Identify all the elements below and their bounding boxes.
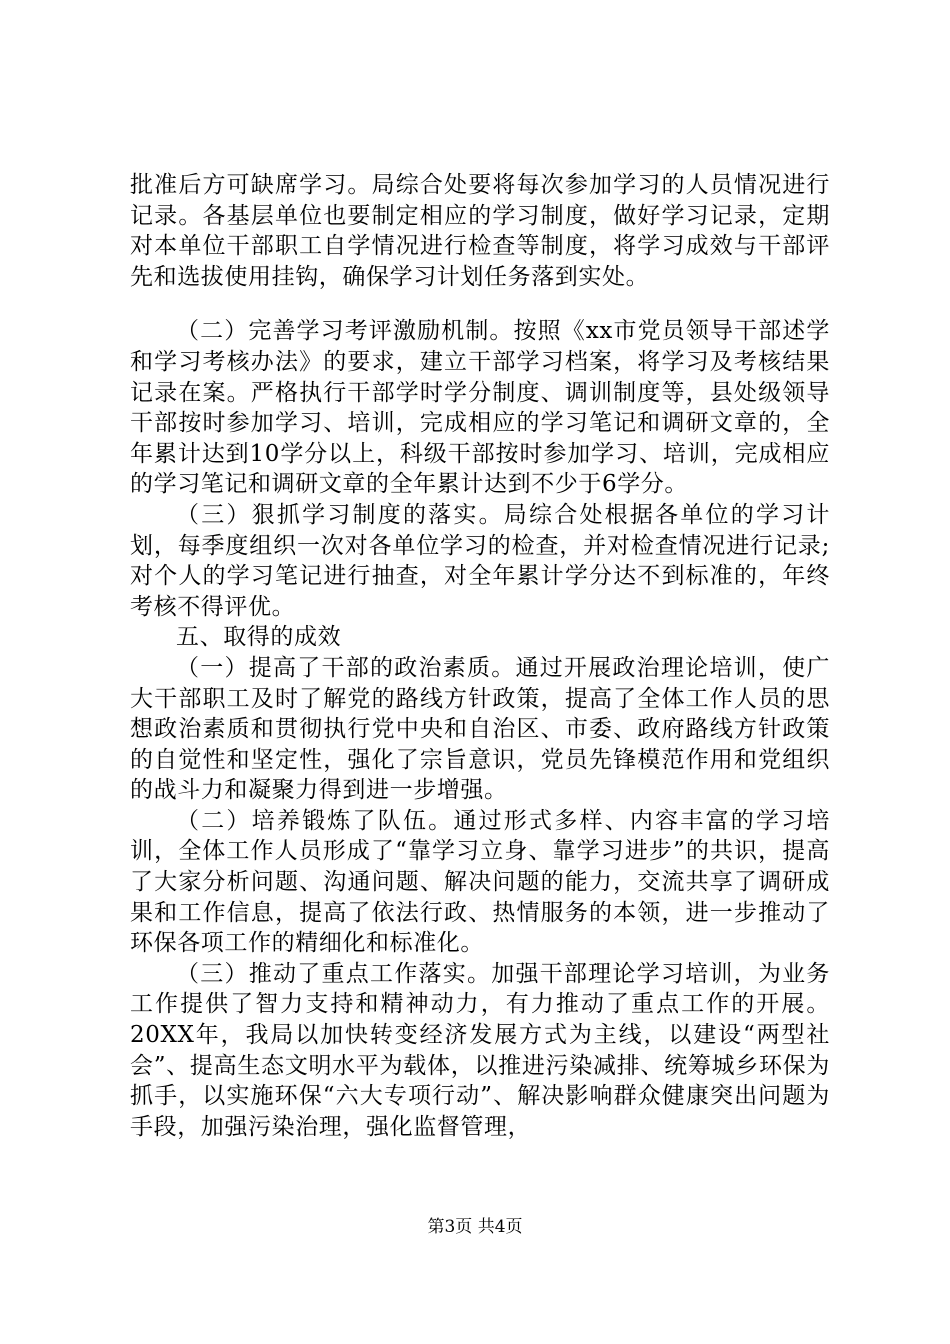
paragraph-section-2: （二）完善学习考评激励机制。按照《xx市党员领导干部述学和学习考核办法》的要求，建立干部学习档案，将学习及考核结果记录在案。严格执行干部学时学分制度、调训制度等，县处级领导干部按时参加学习、培训，完成相应的学习笔记和调研文章的，全年累计达到10学分以上，科级干部按时参加学习、培训，完成相应的学习笔记和调研文章的全年累计达到不少于6学分。: [130, 318, 830, 498]
page-footer: 第3页 共4页: [427, 1217, 523, 1237]
paragraph-result-2: （二）培养锻炼了队伍。通过形式多样、内容丰富的学习培训，全体工作人员形成了“靠学习立身、靠学习进步”的共识，提高了大家分析问题、沟通问题、解决问题的能力，交流共享了调研成果和工作信息，提高了依法行政、热情服务的本领，进一步推动了环保各项工作的精细化和标准化。: [130, 807, 830, 957]
document-body: [130, 170, 830, 1142]
paragraph-result-3: （三）推动了重点工作落实。加强干部理论学习培训，为业务工作提供了智力支持和精神动力，有力推动了重点工作的开展。20XX年，我局以加快转变经济发展方式为主线，以建设“两型社会”、提高生态文明水平为载体，以推进污染减排、统筹城乡环保为抓手，以实施环保“六大专项行动”、解决影响群众健康突出问题为手段，加强污染治理，强化监督管理，: [130, 960, 830, 1140]
paragraph-result-1: （一）提高了干部的政治素质。通过开展政治理论培训，使广大干部职工及时了解党的路线方针政策，提高了全体工作人员的思想政治素质和贯彻执行党中央和自治区、市委、政府路线方针政策的自觉性和坚定性，强化了宗旨意识，党员先锋模范作用和党组织的战斗力和凝聚力得到进一步增强。: [130, 654, 830, 804]
paragraph-continuation: 批准后方可缺席学习。局综合处要将每次参加学习的人员情况进行记录。各基层单位也要制定相应的学习制度，做好学习记录，定期对本单位干部职工自学情况进行检查等制度，将学习成效与干部评先和选拔使用挂钩，确保学习计划任务落到实处。: [130, 172, 830, 290]
section-heading-results: 五、取得的成效: [176, 624, 342, 651]
paragraph-section-3: （三）狠抓学习制度的落实。局综合处根据各单位的学习计划，每季度组织一次对各单位学习的检查，并对检查情况进行记录;对个人的学习笔记进行抽查，对全年累计学分达不到标准的，年终考核不得评优。: [130, 501, 830, 620]
